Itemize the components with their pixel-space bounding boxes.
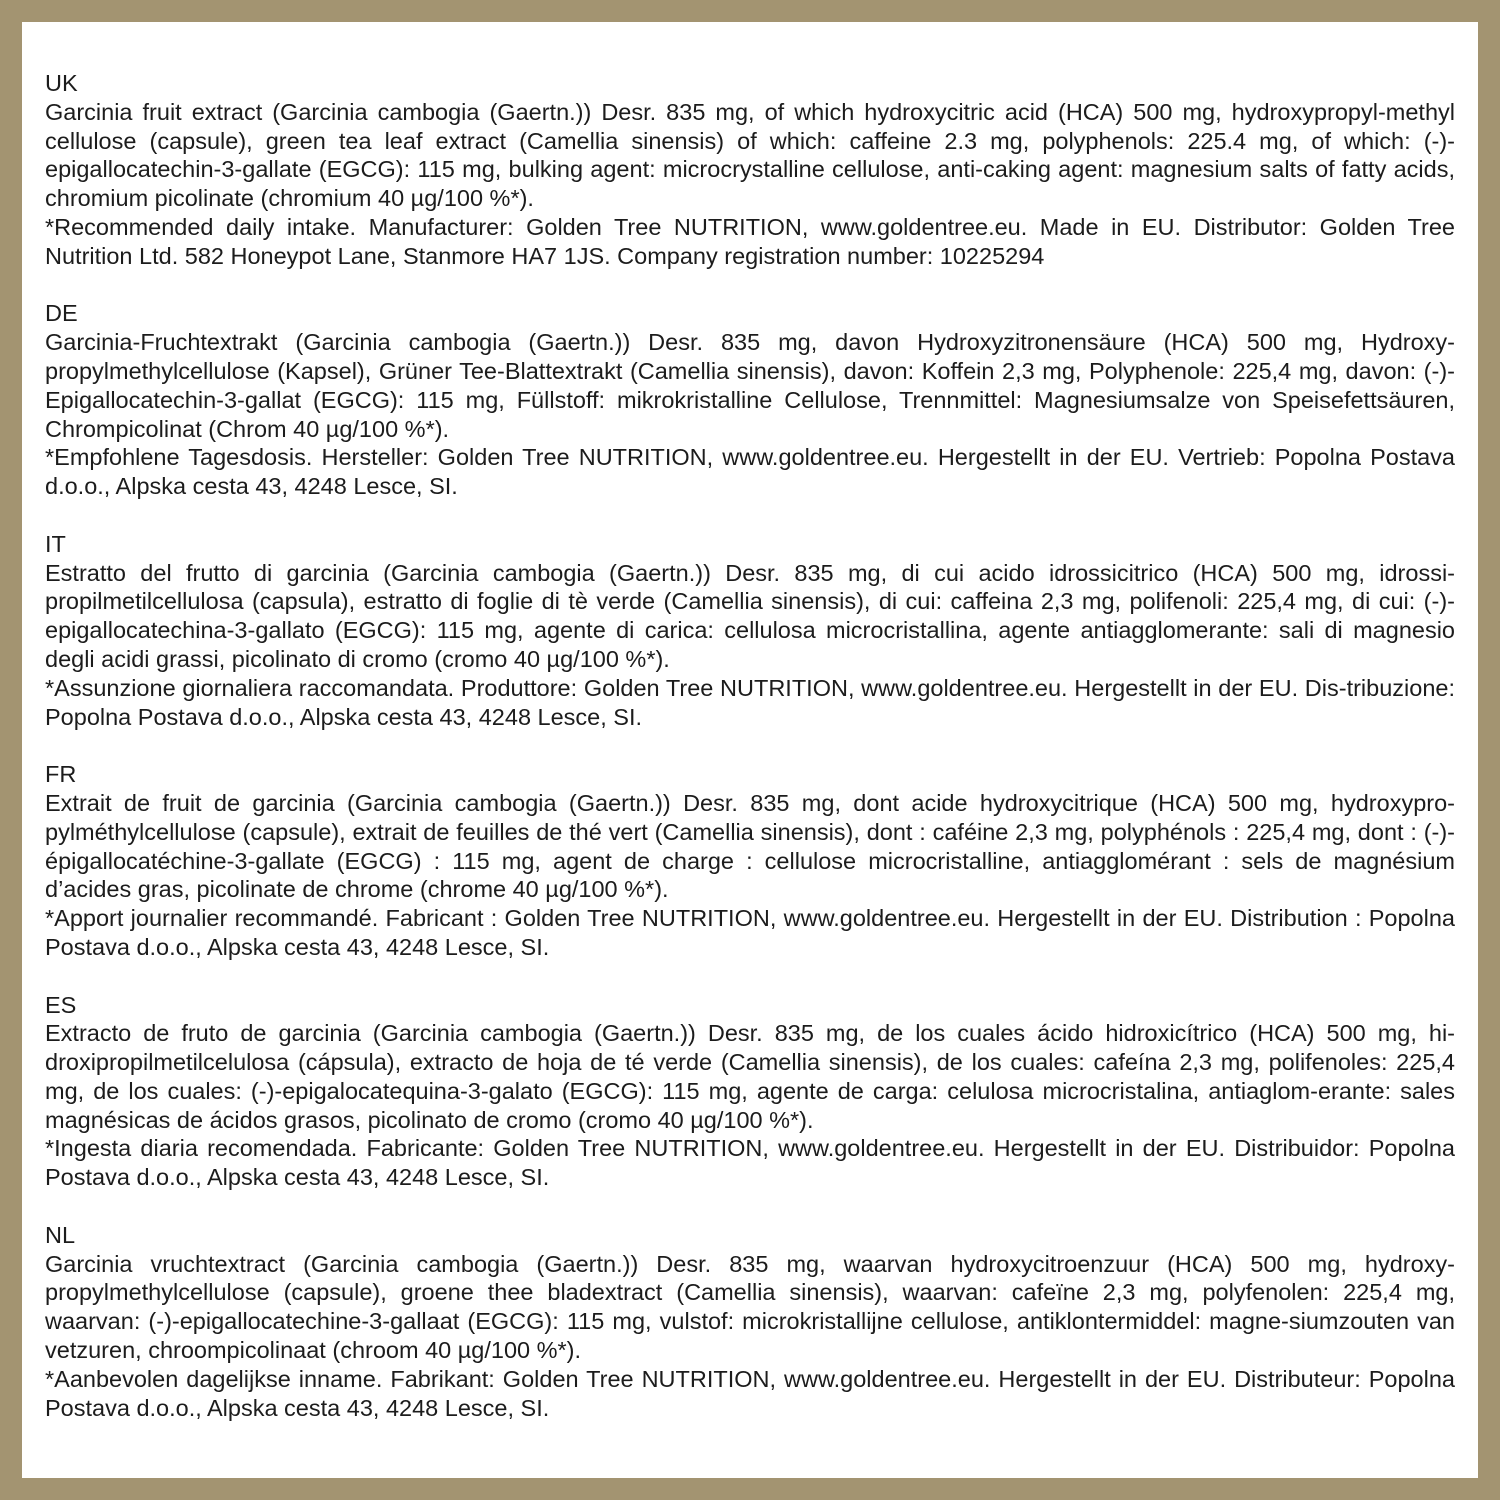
ingredients-paragraph: Garcinia-Fruchtextrakt (Garcinia cambogia (Gaertn.)) Desr. 835 mg, davon Hydroxyzitronensäure (HCA) 500 mg, Hydroxy-propylmethylcellulose (Kapsel), Grüner Tee-Blattextrakt (Camellia sinensis), davon: Koffein 2,3 mg, Polyphenole: 225,4 mg, davon: (-)-Epigallocatechin-3-gallat (EGCG): 115 mg, Füllstoff: mikrokristalline Cellulose, Trennmittel: Magnesiumsalze von Speisefettsäuren, Chrompicolinat (Chrom 40 µg/100 %*). [45,329,1455,442]
language-code: FR [45,761,77,788]
footnote-paragraph: *Ingesta diaria recomendada. Fabricante: Golden Tree NUTRITION, www.goldentree.eu. Hergestellt in der EU. Distribuidor: Popolna Postava d.o.o., Alpska cesta 43, 4248 Lesce, SI. [45,1135,1455,1191]
language-code: UK [45,70,78,96]
ingredients-paragraph: Extracto de fruto de garcinia (Garcinia cambogia (Gaertn.)) Desr. 835 mg, de los cuales ácido hidroxicítrico (HCA) 500 mg, hi-droxipropilmetilcelulosa (cápsula), extracto de hoja de té verde (Camellia sinensis), de los cuales: cafeína 2,3 mg, polifenoles: 225,4 mg, de los cuales: (-)-epigalocatequina-3-galato (EGCG): 115 mg, agente de carga: celulosa microcristalina, antiaglom-erante: sales magnésicas de ácidos grasos, picolinato de cromo (cromo 40 µg/100 %*). [45,1020,1455,1133]
section-uk [45,69,1455,271]
language-code: NL [45,1221,76,1248]
footnote-paragraph: *Empfohlene Tagesdosis. Hersteller: Golden Tree NUTRITION, www.goldentree.eu. Hergestellt in der EU. Vertrieb: Popolna Postava d.o.o., Alpska cesta 43, 4248 Lesce, SI. [45,444,1455,500]
language-code: ES [45,991,77,1018]
label-panel [22,22,1478,1478]
ingredients-text [45,69,1455,1451]
ingredients-paragraph: Extrait de fruit de garcinia (Garcinia cambogia (Gaertn.)) Desr. 835 mg, dont acide hydroxycitrique (HCA) 500 mg, hydroxypro-pylméthylcellulose (capsule), extrait de feuilles de thé vert (Camellia sinensis), dont : caféine 2,3 mg, polyphénols : 225,4 mg, dont : (-)-épigallocatéchine-3-gallate (EGCG) : 115 mg, agent de charge : cellulose microcristalline, antiagglomérant : sels de magnésium d’acides gras, picolinate de chrome (chrome 40 µg/100 %*). [45,789,1455,903]
section-it [45,530,1455,732]
section-es [45,991,1455,1193]
ingredients-paragraph: Garcinia vruchtextract (Garcinia cambogia (Gaertn.)) Desr. 835 mg, waarvan hydroxycitroenzuur (HCA) 500 mg, hydroxy-propylmethylcellulose (capsule), groene thee bladextract (Camellia sinensis), waarvan: cafeïne 2,3 mg, polyfenolen: 225,4 mg, waarvan: (-)-epigallocatechine-3-gallaat (EGCG): 115 mg, vulstof: microkristallijne cellulose, antiklontermiddel: magne-siumzouten van vetzuren, chroompicolinaat (chroom 40 µg/100 %*). [45,1250,1455,1364]
footnote-paragraph: *Assunzione giornaliera raccomandata. Produttore: Golden Tree NUTRITION, www.goldentree.eu. Hergestellt in der EU. Dis-tribuzione: Popolna Postava d.o.o., Alpska cesta 43, 4248 Lesce, SI. [45,674,1455,730]
language-code: DE [45,300,78,327]
language-code: IT [45,530,66,557]
section-nl [45,1221,1455,1423]
footnote-paragraph: *Recommended daily intake. Manufacturer: Golden Tree NUTRITION, www.goldentree.eu. Made in EU. Distributor: Golden Tree Nutrition Ltd. 582 Honeypot Lane, Stanmore HA7 1JS. Company registration number: 10225294 [45,213,1455,269]
ingredients-paragraph: Garcinia fruit extract (Garcinia cambogia (Gaertn.)) Desr. 835 mg, of which hydroxycitric acid (HCA) 500 mg, hydroxypropyl-methyl cellulose (capsule), green tea leaf extract (Camellia sinensis) of which: caffeine 2.3 mg, polyphenols: 225.4 mg, of which: (-)-epigallocatechin-3-gallate (EGCG): 115 mg, bulking agent: microcrystalline cellulose, anti-caking agent: magnesium salts of fatty acids, chromium picolinate (chromium 40 µg/100 %*). [45,98,1455,212]
section-fr [45,760,1455,962]
footnote-paragraph: *Apport journalier recommandé. Fabricant : Golden Tree NUTRITION, www.goldentree.eu. Hergestellt in der EU. Distribution : Popolna Postava d.o.o., Alpska cesta 43, 4248 Lesce, SI. [45,905,1455,960]
ingredients-paragraph: Estratto del frutto di garcinia (Garcinia cambogia (Gaertn.)) Desr. 835 mg, di cui acido idrossicitrico (HCA) 500 mg, idrossi-propilmetilcellulosa (capsula), estratto di foglie di tè verde (Camellia sinensis), di cui: caffeina 2,3 mg, polifenoli: 225,4 mg, di cui: (-)-epigallocatechina-3-gallato (EGCG): 115 mg, agente di carica: cellulosa microcristallina, agente antiagglomerante: sali di magnesio degli acidi grassi, picolinato di cromo (cromo 40 µg/100 %*). [45,559,1455,672]
section-de [45,299,1455,501]
footnote-paragraph: *Aanbevolen dagelijkse inname. Fabrikant: Golden Tree NUTRITION, www.goldentree.eu. Hergestellt in der EU. Distributeur: Popolna Postava d.o.o., Alpska cesta 43, 4248 Lesce, SI. [45,1365,1455,1421]
